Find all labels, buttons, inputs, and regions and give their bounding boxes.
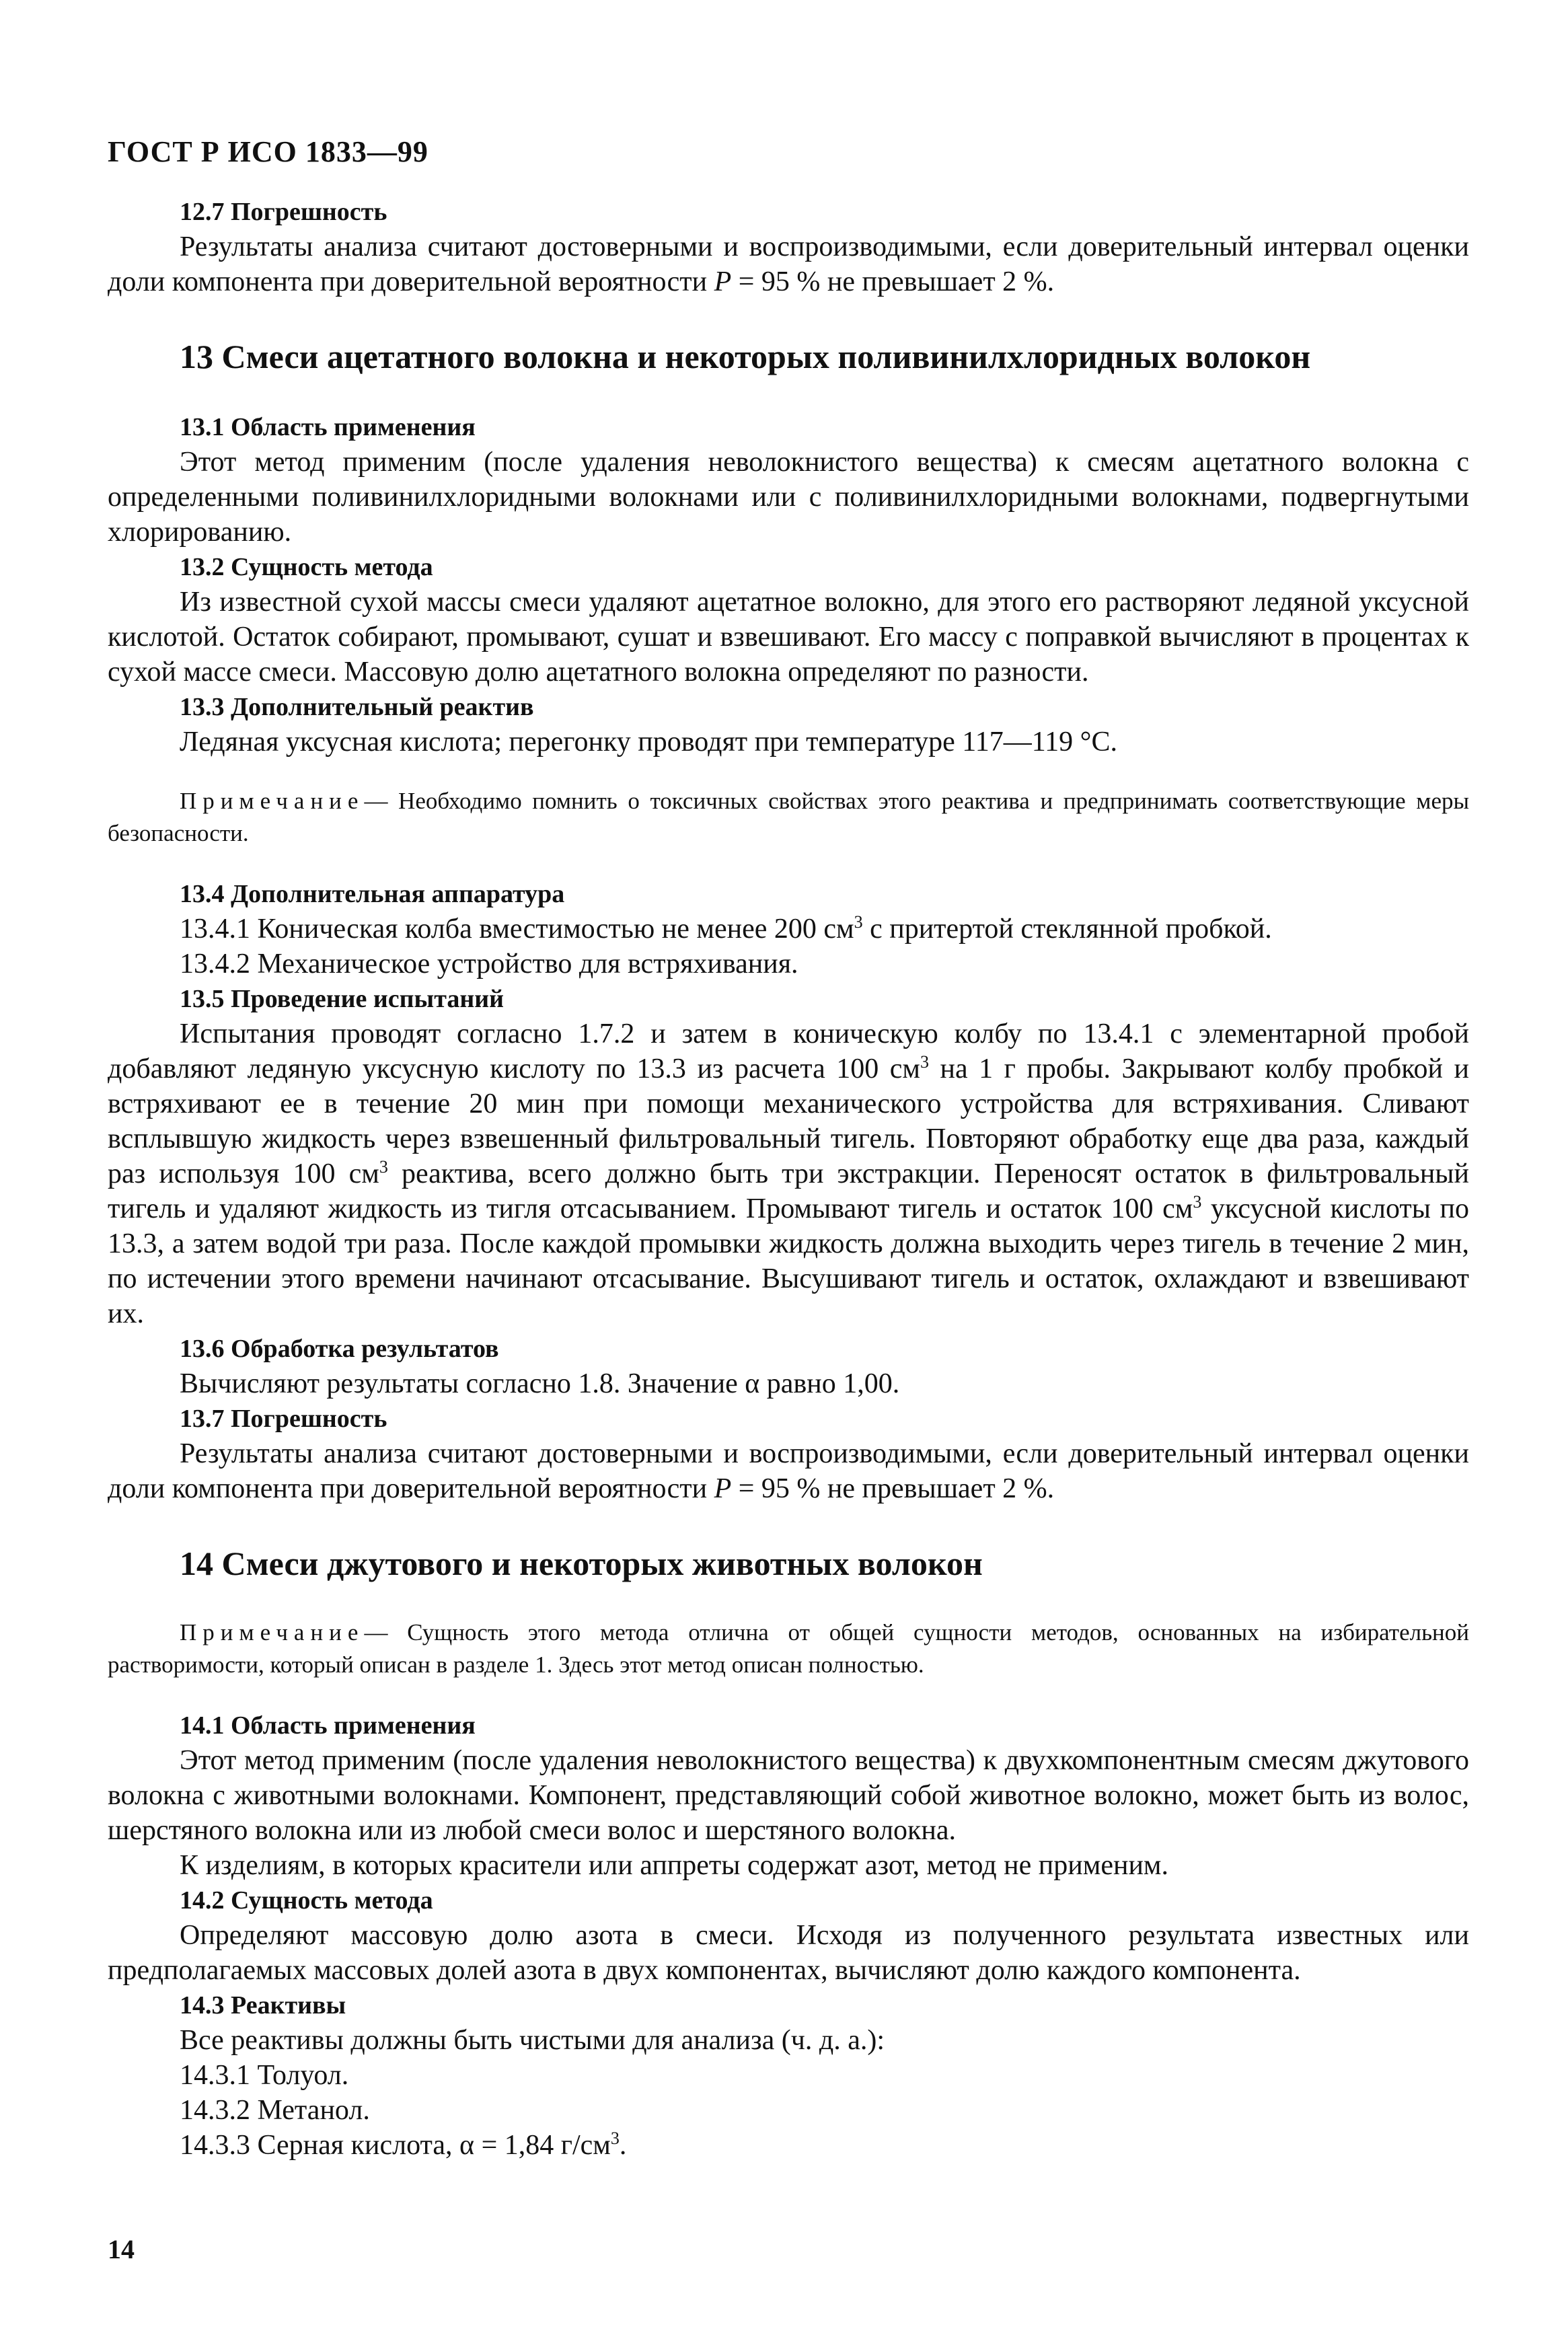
paragraph-14-1-b: К изделиям, в которых красители или аппреты содержат азот, метод не применим. [180,1850,1168,1881]
paragraph-13-2: Из известной сухой массы смеси удаляют ацетатное волокно, для этого его растворяют ледяной уксусной кислотой. Остаток собирают, промывают, сушат и взвешивают. Его массу с поправкой вычисляют в процентах к сухой массе смеси. Массовую долю ацетатного волокна определяют по разности. [108,587,1469,688]
list-item-14-3-1: 14.3.1 Толуол. [180,2060,349,2091]
paragraph-13-1: Этот метод применим (после удаления неволокнистого вещества) к смесям ацетатного волокна с определенными поливинилхлоридными волокнами или с поливинилхлоридными волокнами, подвергнутыми хлорированию. [108,447,1469,548]
page-number: 14 [108,2234,135,2264]
paragraph-14-3: Все реактивы должны быть чистыми для анализа (ч. д. а.): [180,2025,885,2056]
subsection-title-13-5: 13.5 Проведение испытаний [180,985,505,1013]
subsection-title-14-1: 14.1 Область применения [180,1711,476,1740]
note-label: Примечание [180,788,365,814]
paragraph-12-7: Результаты анализа считают достоверными и воспроизводимыми, если доверительный интервал оценки доли компонента при доверительной вероятности P = 95 % не превышает 2 %. [108,231,1469,297]
note-14: Примечание— Сущность этого метода отлична от общей сущности методов, основанных на избирательной растворимости, который описан в разделе 1. Здесь этот метод описан полностью. [108,1619,1469,1678]
subsection-title-14-3: 14.3 Реактивы [180,1991,346,2020]
note-13: Примечание— Необходимо помнить о токсичных свойствах этого реактива и предпринимать соответствующие меры безопасности. [108,788,1469,846]
paragraph-13-5: Испытания проводят согласно 1.7.2 и затем в коническую колбу по 13.4.1 с элементарной пробой добавляют ледяную уксусную кислоту по 13.3 из расчета 100 $см^3$ на 1 г пробы. Закрывают колбу пробкой и встряхивают ее в течение 20 мин при помощи механического устройства для встряхивания. Сливают всплывшую жидкость через взвешенный фильтровальный тигель. Повторяют обработку еще два раза, каждый раз используя 100 $см^3$ реактива, всего должно быть три экстракции. Переносят остаток в фильтровальный тигель и удаляют жидкость из тигля отсасыванием. Промывают тигель и остаток 100 $см^3$ уксусной кислоты по 13.3, а затем водой три раза. После каждой промывки жидкость должна выходить через тигель в течение 2 мин, по истечении этого времени начинают отсасывание. Высушивают тигель и остаток, охлаждают и взвешивают их. [108,1019,1469,1329]
paragraph-14-1-a: Этот метод применим (после удаления неволокнистого вещества) к двухкомпонентным смесям джутового волокна с животными волокнами. Компонент, представляющий собой животное волокно, может быть из волос, шерстяного волокна или из любой смеси волос и шерстяного волокна. [108,1745,1469,1846]
paragraph-13-7: Результаты анализа считают достоверными и воспроизводимыми, если доверительный интервал оценки доли компонента при доверительной вероятности P = 95 % не превышает 2 %. [108,1438,1469,1504]
document-header: ГОСТ Р ИСО 1833—99 [108,135,428,168]
section-title-13: 13 Смеси ацетатного волокна и некоторых поливинилхлоридных волокон [180,338,1311,375]
paragraph-13-3: Ледяная уксусная кислота; перегонку проводят при температуре 117—119 °С. [180,727,1117,757]
list-item-14-3-2: 14.3.2 Метанол. [180,2095,370,2126]
document-page [108,135,1469,2163]
paragraph-14-2: Определяют массовую долю азота в смеси. Исходя из полученного результата известных или предполагаемых массовых долей азота в двух компонентах, вычисляют долю каждого компонента. [108,1920,1469,1986]
list-item-13-4-2: 13.4.2 Механическое устройство для встряхивания. [180,949,798,979]
note-label: Примечание [180,1619,365,1645]
section-title-14: 14 Смеси джутового и некоторых животных волокон [180,1545,983,1582]
subsection-title-12-7: 12.7 Погрешность [180,198,387,226]
list-item-13-4-1: 13.4.1 Коническая колба вместимостью не менее 200 $см^3$ с притертой стеклянной пробкой. [180,912,1272,945]
subsection-title-13-3: 13.3 Дополнительный реактив [180,693,534,721]
subsection-title-13-2: 13.2 Сущность метода [180,553,433,581]
subsection-title-14-2: 14.2 Сущность метода [180,1886,433,1915]
paragraph-13-6: Вычисляют результаты согласно 1.8. Значение α равно 1,00. [180,1368,900,1399]
subsection-title-13-1: 13.1 Область применения [180,413,476,441]
list-item-14-3-3: 14.3.3 Серная кислота, α = 1,84 $г/см^3$. [180,2128,627,2161]
subsection-title-13-6: 13.6 Обработка результатов [180,1335,499,1363]
subsection-title-13-7: 13.7 Погрешность [180,1405,387,1433]
subsection-title-13-4: 13.4 Дополнительная аппаратура [180,880,565,908]
